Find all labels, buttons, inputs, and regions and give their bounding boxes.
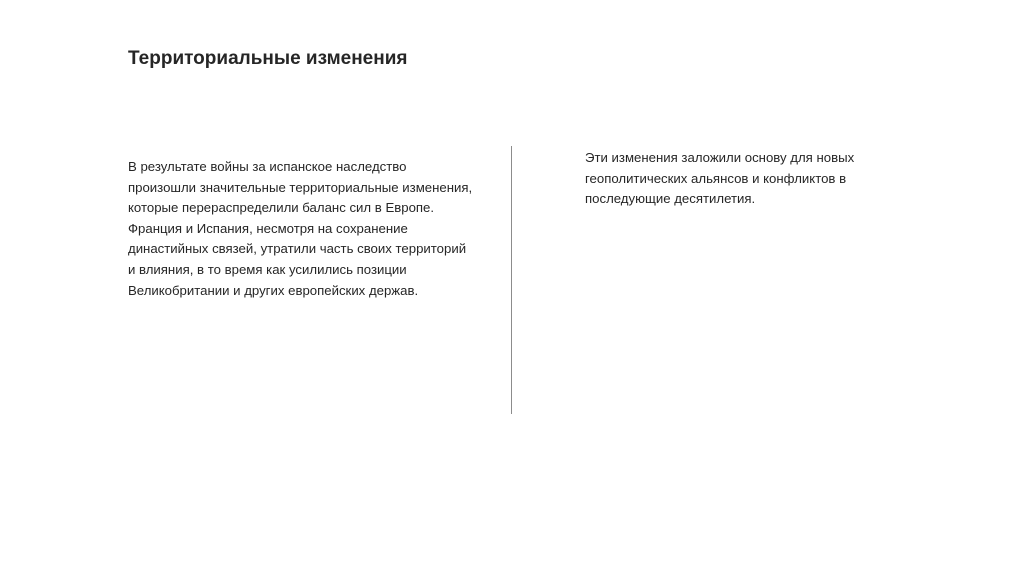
left-column bbox=[128, 157, 473, 301]
left-paragraph: В результате войны за испанское наследство произошли значительные территориальные изменения, которые перераспределили баланс сил в Европе. Франция и Испания, несмотря на сохранение династийных связей, утратили часть своих территорий и влияния, в то время как усилились позиции Великобритании и других европейских держав. bbox=[128, 159, 473, 298]
column-divider bbox=[511, 146, 512, 414]
right-column bbox=[585, 148, 885, 210]
slide-title: Территориальные изменения bbox=[128, 48, 408, 69]
right-paragraph: Эти изменения заложили основу для новых геополитических альянсов и конфликтов в последующие десятилетия. bbox=[585, 150, 855, 207]
